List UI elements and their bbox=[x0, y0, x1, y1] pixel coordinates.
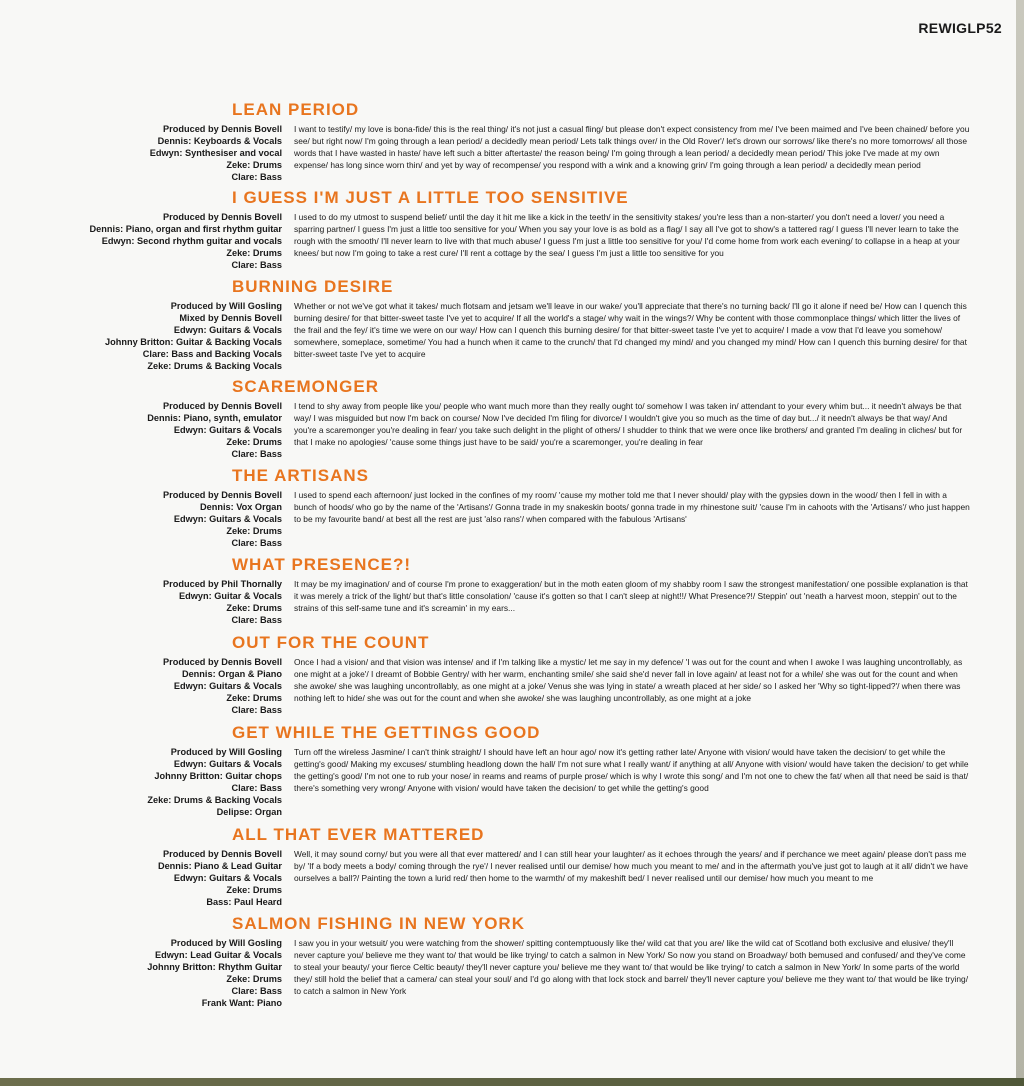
song-lyrics: It may be my imagination/ and of course I'm prone to exaggeration/ but in the moth eaten gloom of my shabby room I saw the strongest manifestation/ one possible explanation is that it was merely a trick of the light/ but that's little consolation/ 'cause it's gotten so that I can't sleep at night!!/ What Presence?!/ Steppin' out 'neath a harvest moon, steppin' out to the strains of this self-same tune and it's screamin' in my ears... bbox=[294, 579, 968, 613]
credit-line: Dennis: Organ & Piano bbox=[181, 669, 282, 679]
credit-line: Produced by Dennis Bovell bbox=[163, 212, 282, 222]
credit-line: Produced by Dennis Bovell bbox=[163, 124, 282, 134]
song-title: SALMON FISHING IN NEW YORK bbox=[232, 914, 525, 933]
song-title: BURNING DESIRE bbox=[232, 277, 394, 296]
song-title: OUT FOR THE COUNT bbox=[232, 633, 430, 652]
credit-line: Edwyn: Guitars & Vocals bbox=[173, 325, 282, 335]
song-lyrics: I saw you in your wetsuit/ you were watching from the shower/ spitting contemptuously like the/ wild cat that you are/ like the wild cat of Scotland both exclusive and elusive/ they'll never capture you/ believe me they want to/ that would be like trying/ to catch a salmon in New York/ So now you stand on Broadway/ both bemused and confused/ and they've come to steal your beauty/ your fierce Celtic beauty/ they'll never capture you/ believe me they want to/ that would be like trying/ to catch a salmon in New York/ In some parts of the world they/ still hold the belief that a camera/ can steal your soul/ and I'd go along with that lock stock and barrel/ they'll never capture you/ believe me they want to/ that would be like trying/ to catch a salmon in New York bbox=[294, 938, 969, 996]
credit-line: Johnny Britton: Guitar & Backing Vocals bbox=[105, 337, 282, 347]
sleeve-right-edge bbox=[1016, 0, 1024, 1086]
credit-line: Clare: Bass bbox=[231, 538, 282, 548]
credit-line: Dennis: Piano & Lead Guitar bbox=[157, 861, 282, 871]
credit-line: Dennis: Keyboards & Vocals bbox=[157, 136, 282, 146]
song-lyrics: I tend to shy away from people like you/ people who want much more than they really ought to/ somehow I was taken in/ attendant to your every whim but... it needn't always be that way/ I was misguided but now I'm back on course/ Now I've decided I'm filing for divorce/ I wouldn't give you so much as the time of day but.../ it needn't always be that way/ And you're a scaremonger you're dealing in fear/ you take such delight in the plight of others/ I shudder to think that we were once like brothers/ and granted I'm dealing in cliches/ but for that I make no apologies/ 'cause some things just have to be said/ you're a scaremonger, you're dealing in fear bbox=[294, 401, 963, 447]
credit-line: Clare: Bass bbox=[231, 783, 282, 793]
credit-line: Zeke: Drums & Backing Vocals bbox=[147, 361, 282, 371]
credit-line: Edwyn: Second rhythm guitar and vocals bbox=[101, 236, 282, 246]
song-lyrics: Once I had a vision/ and that vision was intense/ and if I'm talking like a mystic/ let me say in my defence/ 'I was out for the count and when I awoke I was laughing uncontrollably, as one might at a joke'/ I dreamt of Bobbie Gentry/ with her warm, enchanting smile/ she said she'd never fall in love again/ at least not for a while/ she was out for the count and when she awoke/ she was laughing uncontrollably, as one might at a joke/ Venus she was lying in state/ a wreath placed at her side/ so I asked her 'Why so tight-lipped?'/ when there was nothing left to hide/ she was out for the count and when she awoke/ she was laughing uncontrollably, as one might at a joke bbox=[294, 657, 963, 703]
credit-line: Edwyn: Guitars & Vocals bbox=[173, 873, 282, 883]
credit-line: Zeke: Drums bbox=[226, 603, 282, 613]
song-title: LEAN PERIOD bbox=[232, 100, 360, 119]
credit-line: Produced by Dennis Bovell bbox=[163, 849, 282, 859]
song-title: ALL THAT EVER MATTERED bbox=[232, 825, 485, 844]
credit-line: Zeke: Drums bbox=[226, 248, 282, 258]
credit-line: Produced by Dennis Bovell bbox=[163, 490, 282, 500]
song-credits bbox=[90, 211, 282, 271]
song-lyrics: I want to testify/ my love is bona-fide/ this is the real thing/ it's not just a casual fling/ but please don't expect consistency from me/ I've been maimed and I've been chained/ before you see/ but right now/ I'm going through a lean period/ a decidedly mean period/ Lets talk things over/ in the Old Rover'/ let's drown our sorrows/ like there's no more tomorrows/ all those words that I have wasted in haste/ have left such a bitter aftertaste/ the reason being/ I'm going through a lean period/ a decidedly mean period/ This joke I've made at my own expense/ has long since worn thin/ and yet by way of recompense/ you respond with a wink and a knowing grin/ I'm going through a lean period/ a decidedly mean period bbox=[294, 124, 970, 170]
credit-line: Clare: Bass bbox=[231, 615, 282, 625]
song-lyrics: Turn off the wireless Jasmine/ I can't think straight/ I should have left an hour ago/ now it's getting rather late/ Anyone with vision/ would have taken the decision/ to get while the getting's good/ Making my excuses/ stumbling headlong down the hall/ I'm not sure what I really want/ if anything at all/ Anyone with vision/ would have taken the decision/ to get while the getting's good/ I'm not one to rub your nose/ in reams and reams of purple prose/ which is why I wrote this song/ and I'm not one to chew the fat/ when all that need be said is that/ there's something very wrong/ Anyone with vision/ would have taken the decision/ to get while the getting's good bbox=[294, 747, 969, 793]
catalog-number: REWIGLP52 bbox=[918, 20, 1002, 36]
credit-line: Edwyn: Guitars & Vocals bbox=[173, 759, 282, 769]
song-credits bbox=[158, 848, 282, 908]
credit-line: Produced by Dennis Bovell bbox=[163, 657, 282, 667]
credit-line: Clare: Bass bbox=[231, 705, 282, 715]
song-title: SCAREMONGER bbox=[232, 377, 380, 396]
song-title: THE ARTISANS bbox=[232, 466, 369, 485]
credit-line: Bass: Paul Heard bbox=[206, 897, 282, 907]
song-lyrics: Well, it may sound corny/ but you were all that ever mattered/ and I can still hear your laughter/ as it echoes through the years/ and if perchance we meet again/ please don't pass me by/ 'If a body meets a body/ coming through the rye'/ I never realised until our demise/ how much you meant to me/ and in the aftermath you've just got to laugh at it all/ didn't we have ourselves a ball?/ Painting the town a lurid red/ then home to the warmth/ of my makeshift bed/ I never realised until our demise/ how much you meant to me bbox=[294, 849, 968, 883]
credit-line: Frank Want: Piano bbox=[201, 998, 282, 1008]
song-title: WHAT PRESENCE?! bbox=[232, 555, 412, 574]
song-lyrics: Whether or not we've got what it takes/ much flotsam and jetsam we'll leave in our wake/ you'll appreciate that there's no turning back/ I'll go it alone if need be/ How can I quench this burning desire/ for that bitter-sweet taste I've yet to acquire/ If all the world's a stage/ why wait in the wings?/ Why be content with those commonplace things/ which litter the lives of the frail and the fey/ it's time we were on our way/ How can I quench this burning desire/ for that bitter-sweet taste I've yet to acquire/ I made a vow that I'd leave you somehow/ somewhere, someplace, sometime/ You had a hunch when it came to the crunch/ that I'd changed my mind/ and you changed my mind/ How can I quench this burning desire/ for that bitter-sweet taste I've yet to acquire bbox=[294, 301, 967, 359]
credit-line: Johnny Britton: Guitar chops bbox=[154, 771, 282, 781]
credit-line: Clare: Bass bbox=[231, 986, 282, 996]
song-credits bbox=[105, 300, 282, 372]
sleeve-bottom-edge bbox=[0, 1078, 1024, 1086]
credit-line: Zeke: Drums & Backing Vocals bbox=[147, 795, 282, 805]
credit-line: Produced by Dennis Bovell bbox=[163, 401, 282, 411]
credit-line: Zeke: Drums bbox=[226, 437, 282, 447]
song-credits bbox=[163, 578, 282, 626]
song-credits bbox=[150, 123, 282, 183]
credit-line: Produced by Will Gosling bbox=[170, 747, 282, 757]
song-title: GET WHILE THE GETTINGS GOOD bbox=[232, 723, 541, 742]
song-credits bbox=[163, 489, 282, 549]
credit-line: Clare: Bass and Backing Vocals bbox=[142, 349, 282, 359]
song-lyrics: I used to spend each afternoon/ just locked in the confines of my room/ 'cause my mother told me that I never should/ play with the gypsies down in the wood/ then I fell in with a bunch of hoods/ who go by the name of the 'Artisans'/ Gonna trade in my snakeskin boots/ gonna trade in my rhinestone suit/ 'cause I'm in cahoots with the 'Artisans'/ who just happen to be my favourite band/ at best all the rest are just 'also rans'/ when compared with the fabulous 'Artisans' bbox=[294, 490, 970, 524]
credit-line: Edwyn: Guitars & Vocals bbox=[173, 425, 282, 435]
credit-line: Dennis: Piano, synth, emulator bbox=[147, 413, 282, 423]
credit-line: Produced by Will Gosling bbox=[170, 938, 282, 948]
credit-line: Dennis: Piano, organ and first rhythm guitar bbox=[89, 224, 282, 234]
credit-line: Edwyn: Lead Guitar & Vocals bbox=[155, 950, 282, 960]
song-credits bbox=[147, 400, 282, 460]
credit-line: Zeke: Drums bbox=[226, 693, 282, 703]
credit-line: Johnny Britton: Rhythm Guitar bbox=[147, 962, 282, 972]
credit-line: Edwyn: Synthesiser and vocal bbox=[149, 148, 282, 158]
credit-line: Zeke: Drums bbox=[226, 974, 282, 984]
credit-line: Delipse: Organ bbox=[216, 807, 282, 817]
credit-line: Clare: Bass bbox=[231, 449, 282, 459]
credit-line: Mixed by Dennis Bovell bbox=[179, 313, 282, 323]
credit-line: Edwyn: Guitar & Vocals bbox=[179, 591, 282, 601]
credit-line: Clare: Bass bbox=[231, 260, 282, 270]
credit-line: Zeke: Drums bbox=[226, 526, 282, 536]
song-title: I GUESS I'M JUST A LITTLE TOO SENSITIVE bbox=[232, 188, 629, 207]
credit-line: Edwyn: Guitars & Vocals bbox=[173, 681, 282, 691]
credit-line: Produced by Will Gosling bbox=[170, 301, 282, 311]
credit-line: Edwyn: Guitars & Vocals bbox=[173, 514, 282, 524]
song-lyrics: I used to do my utmost to suspend belief/ until the day it hit me like a kick in the teeth/ in the sensitivity stakes/ you're less than a non-starter/ you don't need a lover/ you need a sparring partner/ I guess I'm just a little too sensitive for you/ When you say your love is as bold as a flag/ I say all I've got to show's a tattered rag/ I guess I'll never learn to take the rough with the smooth/ I'll never learn to live with that much abuse/ I guess I'm just a little too sensitive for you/ I'd come home from work each evening/ to collapse in a heap at your knees/ but now I'm going to take a rest cure/ I'll rent a cottage by the sea/ I guess I'm just a little too sensitive for you bbox=[294, 212, 960, 258]
song-credits bbox=[147, 746, 282, 818]
credit-line: Produced by Phil Thornally bbox=[163, 579, 282, 589]
song-credits bbox=[147, 937, 282, 1009]
song-credits bbox=[163, 656, 282, 716]
credit-line: Zeke: Drums bbox=[226, 885, 282, 895]
credit-line: Zeke: Drums bbox=[226, 160, 282, 170]
credit-line: Clare: Bass bbox=[231, 172, 282, 182]
credit-line: Dennis: Vox Organ bbox=[199, 502, 282, 512]
